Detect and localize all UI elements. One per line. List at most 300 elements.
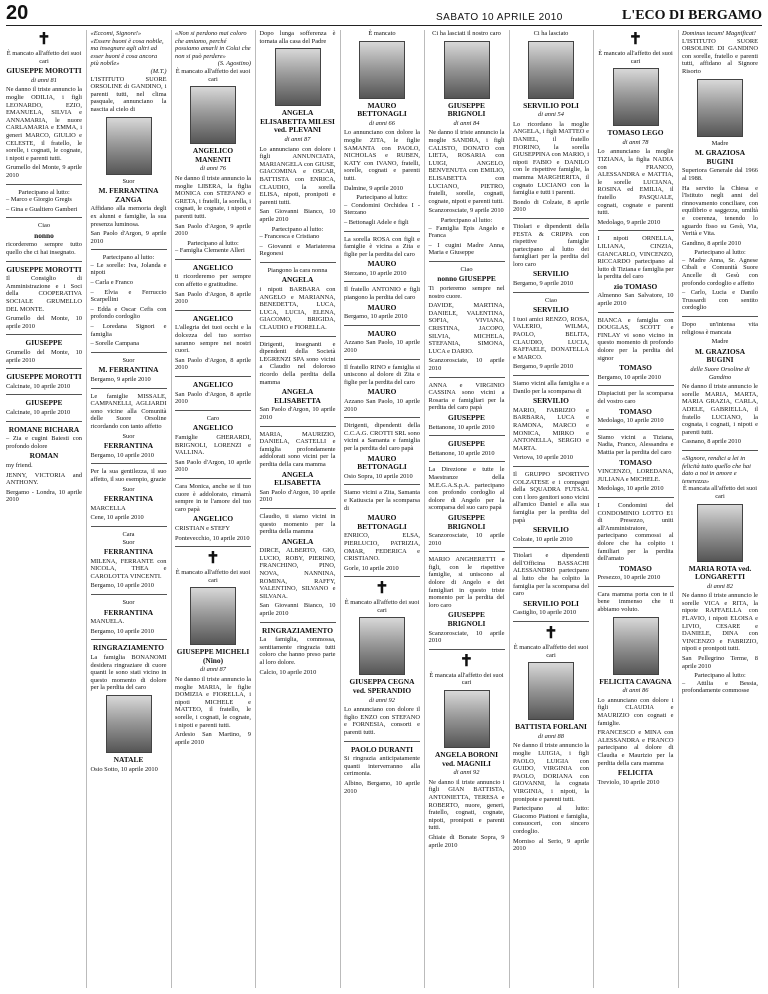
divider xyxy=(6,217,82,218)
deceased-name: MARIA ROTA ved. LONGARETTI xyxy=(688,563,752,582)
cross-icon: ✝ xyxy=(459,652,474,670)
portrait-photo xyxy=(275,48,321,106)
deceased-subtitle: di anni 66 xyxy=(369,119,395,127)
notice-text: Cene, 10 aprile 2010 xyxy=(90,514,144,522)
notice-text: Medolago, 10 aprile 2010 xyxy=(597,485,664,493)
obituary-column xyxy=(429,30,505,851)
notice-caption: Piangono la cara nonna xyxy=(267,266,328,274)
notice-caption: Caro xyxy=(206,414,220,422)
divider xyxy=(598,586,674,587)
divider xyxy=(598,230,674,231)
deceased-name: M. FERRANTINA xyxy=(98,365,159,375)
deceased-name: TOMASO xyxy=(619,457,652,467)
divider xyxy=(513,621,589,622)
notice-text: Le famiglie MISSALE, CAMPANELLI, AGLIARDI sono vicine alla Comunità delle Suore Orsoline ricordando con tanto affetto xyxy=(90,392,167,430)
notice-caption: Suor xyxy=(122,356,135,364)
deceased-name: ANGELICO xyxy=(192,423,234,433)
deceased-name: GIUSEPPE MOROTTI xyxy=(6,264,82,274)
notice-caption: Suor xyxy=(122,599,135,607)
divider xyxy=(598,429,674,430)
deceased-name: GIUSEPPE BRIGNOLI xyxy=(447,100,486,119)
divider xyxy=(260,426,336,427)
notice-text: CRISTIAN e STEFY xyxy=(175,524,231,532)
notice-text: DAVIDE, MARTINA, DANIELE, VALENTINA, SOFIA, VIVIANA, CRISTINA, JACOPO, SILVIA, MICHELA, STEFANIA, SIMONA, LUCA e DARIO. xyxy=(428,302,505,355)
notice-text: San Paolo d'Argon, 10 aprile 2010 xyxy=(259,406,336,421)
deceased-name: FERRANTINA xyxy=(103,441,154,451)
column-separator xyxy=(255,30,256,988)
column-separator xyxy=(678,30,679,988)
notice-text: La sorella ROSA con figli e famiglie è vicina a Zita e figlie per la perdita del caro xyxy=(344,235,420,258)
notice-text: FRANCESCO e MINA con ALESSANDRA e FRANCO partecipano al dolore di Claudia e Maurizio per la perdita della cara mamma xyxy=(597,729,674,767)
notice-text: San Pellegrino Terme, 8 aprile 2010 xyxy=(682,655,758,670)
notice-text: Ardesio San Martino, 9 aprile 2010 xyxy=(175,731,251,746)
divider xyxy=(682,450,758,451)
obituary-column xyxy=(682,30,758,697)
obituary-column xyxy=(598,30,674,788)
notice-text: ANNA e VIRGINIO CASSINA sono vicini a Rosaria e famigliari per la perdita del caro papà xyxy=(428,381,505,412)
cross-icon: ✝ xyxy=(37,31,51,48)
notice-text: – Marco e Giorgio Gregis xyxy=(6,196,72,204)
notice-text: L'allegria dei tuoi occhi e la dolcezza del tuo sorriso saranno sempre nei nostri cuori. xyxy=(175,324,251,355)
deceased-name: SERVILIO xyxy=(533,525,569,535)
notice-text: Vertova, 10 aprile 2010 xyxy=(513,454,573,462)
notice-text: I tuoi amici RENZO, ROSA, VALERIO, WILMA, PAOLO, BELITA, CLAUDIO, LUCIA, RAFFAELE, DONATELLA e MARCO. xyxy=(513,315,589,361)
notice-text: Il GRUPPO SPORTIVO COLZATESE e i compagni della SQUADRA FUTSAL con i loro genitori sono vicini all'amico Daniel e alla sua famiglia per la perdita del papà xyxy=(513,470,589,524)
notice-text: Bergamo, 10 aprile 2010 xyxy=(90,451,154,459)
notice-text: San Paolo d'Argon, 9 aprile 2010 xyxy=(175,222,251,238)
notice-text: Si ringrazia anticipatamente quanti interverranno alla cerimonia. xyxy=(344,755,420,778)
notice-text: Dispiaciuti per la scomparsa del vostro caro xyxy=(597,390,674,405)
deceased-name: ROMANE BICHARA xyxy=(8,424,80,434)
divider xyxy=(175,478,251,479)
divider xyxy=(429,461,505,462)
notice-text: Il fratello RINO e famiglia si uniscono al dolore di Zita e figlie per la perdita del caro xyxy=(344,363,420,386)
notice-text: San Paolo d'Argon, 10 aprile 2010 xyxy=(175,458,251,474)
notice-caption: È mancato all'affetto dei suoi cari xyxy=(513,644,589,659)
notice-text: MARIO ANGHERETTI e figli, con le rispettive famiglie, si uniscono al dolore di Angelo e dei famigliari in questo triste momento per la perdita del loro caro xyxy=(428,556,505,609)
deceased-name: PAOLO DURANTI xyxy=(350,744,414,754)
deceased-name: GIUSEPPE xyxy=(448,439,485,449)
notice-text: my friend. xyxy=(6,461,33,469)
notice-text: Sterzano, 10 aprile 2010 xyxy=(344,269,407,277)
divider xyxy=(175,546,251,547)
divider xyxy=(6,421,82,422)
deceased-name: zio TOMASO xyxy=(613,281,658,291)
quote-author: (S. Agostino) xyxy=(217,60,251,68)
portrait-photo xyxy=(359,617,405,675)
notice-text: Medolago, 9 aprile 2010 xyxy=(597,218,661,226)
divider xyxy=(260,508,336,509)
portrait-photo xyxy=(106,117,152,175)
notice-caption: Cara xyxy=(122,530,135,538)
notice-text: Ne danno il triste annuncio la moglie LUIGIA, i figli PAOLO, LUIGIA con GUIDO, VIRGINIA con PAOLO, DORIANA con GIOVANNI, la cognata VIRGINIA, i nipoti, la pronipote e parenti tutti. xyxy=(513,742,589,803)
divider xyxy=(260,262,336,263)
cross-icon: ✝ xyxy=(628,31,643,48)
divider xyxy=(6,394,82,395)
divider xyxy=(429,649,505,650)
deceased-name: ANGELA BORONI ved. MAGNILI xyxy=(434,750,499,768)
notice-text: – Gina e Gualtiero Gamberi xyxy=(6,205,78,213)
cross-icon: ✝ xyxy=(375,580,389,598)
deceased-subtitle: di anni 84 xyxy=(453,119,480,127)
divider xyxy=(598,312,674,313)
notice-text: Colzate, 10 aprile 2010 xyxy=(513,535,573,543)
deceased-name: GIUSEPPE BRIGNOLI xyxy=(447,512,486,531)
deceased-name: RINGRAZIAMENTO xyxy=(93,643,164,653)
column-separator xyxy=(509,30,510,988)
notice-text: Casnano, 8 aprile 2010 xyxy=(682,438,741,446)
divider xyxy=(175,410,251,411)
notice-text: – Francesca e Cristiano xyxy=(259,233,320,241)
notice-text: Scanzorosciate, 10 aprile 2010 xyxy=(428,357,505,372)
notice-caption: È mancata all'affetto dei suoi cari xyxy=(429,671,504,687)
deceased-subtitle: di anni 82 xyxy=(707,582,733,590)
notice-text: Presezzo, 10 aprile 2010 xyxy=(597,574,661,582)
notice-text: Ne danno il triste annuncio i figli GIAN BATTISTA, ANTONIETTA, TERESA e ROBERTO, nuore, generi, fratello, cognati, cognate, nipoti, pronipoti e parenti tutti. xyxy=(428,778,505,832)
notice-text: MANUELA. xyxy=(90,618,125,626)
deceased-name: SERVILIO xyxy=(533,396,569,406)
divider xyxy=(513,466,589,467)
portrait-photo xyxy=(697,79,743,137)
deceased-name: TOMASO xyxy=(619,363,652,373)
notice-text: Ne danno il triste annuncio le sorelle MARIA, MARTA, MARIA GRAZIA, CARLA, ADELE, GABRIELLA, il fratello LUCIANO, la cognata, i cognati, i nipoti e parenti tutti. xyxy=(682,383,758,436)
deceased-name: ANGELA ELISABETTA MILESI ved. PLEVANI xyxy=(260,108,335,135)
notice-caption: Partecipano al lutto: xyxy=(694,672,746,680)
portrait-photo xyxy=(697,504,743,562)
portrait-photo xyxy=(528,41,574,99)
deceased-name: M. FERRANTINA ZANGA xyxy=(98,186,159,204)
notice-text: – Famiglia Epis Angelo e Franca xyxy=(428,224,505,240)
divider xyxy=(429,435,505,436)
notice-text: Calcinate, 10 aprile 2010 xyxy=(6,382,71,390)
notice-text: Ha servito la Chiesa e l'Istituto negli anni del rinnovamento conciliare, con equilibrio e saggezza, umiltà e coerenza, tenendo lo sguardo fisso su Gesù, Via, Verità e Vita. xyxy=(682,184,758,238)
notice-text: La famiglia BONANOMI desidera ringraziare di cuore quanti le sono stati vicino in questo momento di dolore per la perdita del caro xyxy=(90,654,167,692)
notice-text: I nipoti ORNELLA, LILIANA, CINZIA, GIANCARLO, VINCENZO, RICCARDO partecipano al lutto di Tiziana e famiglia per la perdita del caro xyxy=(597,235,674,281)
notice-text: Bergamo, 10 aprile 2010 xyxy=(90,627,154,635)
divider xyxy=(344,417,420,418)
deceased-name: M. GRAZIOSA BUGINI xyxy=(694,148,746,166)
notice-caption: Partecipano al lutto: xyxy=(356,194,408,202)
divider xyxy=(91,526,167,527)
divider xyxy=(344,741,420,742)
divider xyxy=(175,310,251,311)
notice-text: San Paolo d'Argon, 8 aprile 2010 xyxy=(175,290,251,306)
deceased-name: TOMASO LEGO xyxy=(607,128,664,138)
deceased-name: MAURO BETTONAGLI xyxy=(357,453,407,472)
notice-caption: Madre xyxy=(711,139,729,147)
notice-text: Grumello del Monte, 10 aprile 2010 xyxy=(6,315,82,330)
deceased-name: ANGELA ELISABETTA xyxy=(274,387,321,405)
notice-caption: Ci ha lasciato xyxy=(533,30,569,37)
notice-text: MARIA, MAURIZIO, DANIELA, CASTELLI e famiglia profondamente addolorati sono vicini per la perdita della cara mamma xyxy=(259,430,336,468)
notice-text: Bergamo, 9 aprile 2010 xyxy=(513,280,574,288)
notice-text: Treviolo, 10 aprile 2010 xyxy=(597,778,660,786)
notice-text: Medolago, 10 aprile 2010 xyxy=(597,417,664,425)
divider xyxy=(344,231,420,232)
notice-text: Per la sua gentilezza, il suo affetto, il suo esempio, grazie xyxy=(90,468,167,483)
notice-text: – Edda e Oscar Cefis con profondo cordoglio xyxy=(90,305,167,321)
notice-text: Bergamo, 9 aprile 2010 xyxy=(513,363,574,371)
notice-caption: Ciao xyxy=(544,296,558,304)
notice-text: Bergamo, 10 aprile 2010 xyxy=(90,582,154,590)
notice-text: Ne danno il triste annuncio le sorelle VICA e RITA, la nipote RAFFAELLA con FLAVIO, i nipoti ELOISA e LIVIO, CESARE e DANIELE, DINA con VINCENZO e FABRIZIO, nipoti e pronipoti tutti. xyxy=(682,592,758,653)
divider xyxy=(6,184,82,185)
notice-caption: Partecipano al lutto: xyxy=(187,239,239,247)
notice-text: Bergamo, 10 aprile 2010 xyxy=(344,313,408,321)
notice-text: San Paolo d'Argon, 10 aprile 2010 xyxy=(259,488,336,504)
deceased-name: BATTISTA FORLANI xyxy=(515,722,587,732)
deceased-subtitle: di anni 54 xyxy=(538,111,564,119)
notice-text: Titolari e dipendenti della FESTA & CRIPPA con rispettive famiglie partecipano al lutto dei famigliari per la perdita del loro caro xyxy=(513,222,589,268)
deceased-name: RINGRAZIAMENTO xyxy=(262,625,333,635)
notice-text: Siamo vicini alla famiglia e a Danilo per la scomparsa di xyxy=(513,380,589,395)
portrait-photo xyxy=(190,587,236,645)
deceased-name: GIUSEPPE xyxy=(25,338,63,348)
deceased-name: FERRANTINA xyxy=(103,494,154,504)
deceased-name: FERRANTINA xyxy=(103,547,154,557)
notice-text: Affidano alla memoria degli ex alunni e famiglie, la sua presenza luminosa. xyxy=(90,205,167,228)
divider xyxy=(91,463,167,464)
notice-text: – Giovanni e Mariateresa Regonesi xyxy=(259,242,336,258)
portrait-photo xyxy=(613,68,659,126)
page-header xyxy=(6,4,762,26)
deceased-name: SERVILIO POLI xyxy=(523,598,579,608)
deceased-name: TOMASO xyxy=(619,563,652,573)
quote-text: Dominus tecum! Magnificat! xyxy=(682,30,756,37)
deceased-name: SERVILIO xyxy=(533,269,569,279)
divider xyxy=(598,385,674,386)
deceased-name: ANGELICO xyxy=(192,514,234,524)
portrait-photo xyxy=(106,695,152,753)
divider xyxy=(344,484,420,485)
notice-caption: Partecipano al lutto: xyxy=(102,254,155,262)
deceased-name: GIUSEPPE MOROTTI xyxy=(6,66,82,76)
deceased-subtitle: di anni 78 xyxy=(622,138,649,146)
notice-text: Bergamo - Londra, 10 aprile 2010 xyxy=(6,488,82,504)
notice-text: San Paolo d'Argon, 8 aprile 2010 xyxy=(175,356,251,372)
deceased-name: FELICITA CAVAGNA xyxy=(599,676,672,686)
deceased-name: MAURO xyxy=(367,302,397,312)
notice-text: Ne danno il triste annuncio la moglie MARIA, le figlie DOMIZIA e FIORELLA, i nipoti MICHELE e MATTEO, il fratello, le sorelle, i cognati, le cognate, i nipoti e parenti tutti. xyxy=(175,676,251,729)
notice-text: La Direzione e tutte le Maestranze della M.E.G.A.S.p.A. partecipano con profondo cordoglio al dolore di Angelo per la scomparsa del suo caro papà xyxy=(428,466,505,512)
notice-text: Osio Sopra, 10 aprile 2010 xyxy=(344,472,413,480)
notice-text: – Condomini Orchidea I - Sterzano xyxy=(344,201,420,217)
notice-text: Lo annunciano con dolore i figli ANNUNCIATA, MARIANGELA con GIUSE, GIACOMINA e OSCAR, BATTISTA con ENRICA, CLAUDIO, la sorella ELISA, nipoti, pronipoti e parenti tutti. xyxy=(259,145,336,206)
divider xyxy=(513,375,589,376)
divider xyxy=(344,325,420,326)
notice-text: Gorle, 10 aprile 2010 xyxy=(344,564,399,572)
notice-caption: Partecipano al lutto: xyxy=(440,216,493,224)
notice-text: Pontevecchio, 10 aprile 2010 xyxy=(175,534,250,542)
divider xyxy=(260,622,336,623)
notice-text: Ghiaie di Bonate Sopra, 9 aprile 2010 xyxy=(428,833,505,849)
deceased-subtitle: delle Suore Orsoline di Gandino xyxy=(690,366,750,381)
deceased-subtitle: di anni 92 xyxy=(453,769,480,777)
deceased-name: nonno xyxy=(34,230,54,240)
deceased-subtitle: di anni 87 xyxy=(284,135,311,143)
divider xyxy=(175,376,251,377)
obituary-column xyxy=(175,30,251,748)
notice-text: Dirigenti, insegnanti e dipendenti della Società LEGRENZI SPA sono vicini a Claudio nel doloroso ricordo della perdita della mamma xyxy=(259,340,336,386)
notice-text: Castiglio, 10 aprile 2010 xyxy=(513,609,577,617)
divider xyxy=(91,639,167,640)
notice-text: Almenno San Salvatore, 10 aprile 2010 xyxy=(597,292,674,308)
notice-text: – Loredana Signori e famiglia xyxy=(90,323,167,338)
deceased-name: NATALE xyxy=(113,755,144,764)
notice-text: Titolari e dipendenti dell'Officina BASSACHI ALESSANDRO partecipano al lutto che ha colpito la famiglia per la scomparsa del caro xyxy=(513,552,589,598)
notice-text: Azzano San Paolo, 10 aprile 2010 xyxy=(344,398,420,413)
deceased-name: ANGELICO xyxy=(192,313,234,323)
deceased-name: ANGELA ELISABETTA xyxy=(274,469,321,488)
obituary-column xyxy=(6,30,82,506)
notice-text: Dopo lunga sofferenza è tornata alla casa del Padre xyxy=(259,30,336,45)
deceased-name: GIUSEPPA CEGNA ved. SPERANDIO xyxy=(349,677,415,696)
divider xyxy=(6,334,82,335)
deceased-name: FERRANTINA xyxy=(103,607,154,617)
deceased-name: MAURO BETTONAGLI xyxy=(357,100,407,119)
deceased-subtitle: di anni 87 xyxy=(200,666,226,674)
portrait-photo xyxy=(613,617,659,675)
notice-text: Albino, Bergamo, 10 aprile 2010 xyxy=(344,780,420,795)
notice-caption: È mancato all'affetto dei suoi cari xyxy=(344,599,420,614)
notice-text: – I cugini Madre Anna, Maria e Giuseppe xyxy=(428,241,505,257)
portrait-photo xyxy=(444,41,490,99)
divider xyxy=(344,359,420,360)
notice-text: Grumello del Monte, 10 aprile 2010 xyxy=(6,349,82,364)
notice-text: ricorderemo sempre tutto quello che ci hai insegnato. xyxy=(6,241,82,257)
deceased-name: MAURO xyxy=(367,387,397,397)
column-separator xyxy=(340,30,341,988)
deceased-name: nonno GIUSEPPE xyxy=(437,274,496,284)
deceased-name: GIUSEPPE xyxy=(448,412,485,422)
notice-text: Scanzorosciate, 9 aprile 2010 xyxy=(428,207,504,215)
deceased-name: M. GRAZIOSA BUGINI xyxy=(694,346,746,365)
quote-text: «Non si perdono mai coloro che amiamo, perché possiamo amarli in Colui che non si può perdere» xyxy=(175,30,251,60)
notice-text: Gandino, 8 aprile 2010 xyxy=(682,239,741,247)
divider xyxy=(513,292,589,293)
portrait-photo xyxy=(359,41,405,99)
deceased-name: MAURO xyxy=(367,328,397,338)
deceased-name: MAURO xyxy=(367,259,397,269)
deceased-name: GIUSEPPE BRIGNOLI xyxy=(447,610,486,629)
notice-caption: Ciao xyxy=(460,265,473,273)
notice-text: L'ISTITUTO SUORE ORSOLINE di GANDINO, i parenti tutti, nel clima pasquale, annunciano la nascita al cielo di xyxy=(90,75,167,113)
notice-text: JENNY, VICTORIA and ANTHONY. xyxy=(6,471,82,487)
notice-text: Ne danno il triste annuncio la moglie LIBERA, la figlia MONICA con STEFANO e GRETA, i fratelli, la sorella, i cognati, le cognate, i nipoti e parenti tutti. xyxy=(175,174,251,220)
notice-text: Famiglie GHERARDI, BRIGNOLI, LORENZI e VALLINA. xyxy=(175,433,251,457)
notice-text: – Madre Anna, Sr. Agnese Cibali e Comunità Suore Ancelle di Gesù con profondo cordoglio e affetto xyxy=(682,256,758,287)
notice-caption: Suor xyxy=(122,177,135,185)
notice-text: – Carla e Franco xyxy=(90,279,133,287)
divider xyxy=(513,218,589,219)
divider xyxy=(91,352,167,353)
notice-text: Osio Sotto, 10 aprile 2010 xyxy=(90,765,158,773)
notice-text: ENRICO, ELSA, PIERLUCIO, PATRIZIA, OMAR, FEDERICA e CRISTIANO. xyxy=(344,532,420,563)
notice-text: Azzano San Paolo, 10 aprile 2010 xyxy=(344,339,420,355)
divider xyxy=(175,259,251,260)
deceased-name: MAURO BETTONAGLI xyxy=(357,513,407,531)
divider xyxy=(91,249,167,250)
deceased-name: FELICITA xyxy=(617,768,654,778)
notice-text: Dalmine, 9 aprile 2010 xyxy=(344,184,403,192)
notice-caption: Ciao xyxy=(37,222,51,230)
quote-text: «Signore, rendici a lei in felicità tutto quello che hai dato a noi in amore e tenerezza» xyxy=(682,454,751,485)
column-separator xyxy=(171,30,172,988)
deceased-subtitle: di anni 86 xyxy=(622,687,649,695)
notice-text: San Paolo d'Argon, 8 aprile 2010 xyxy=(175,390,251,406)
notice-caption: È mancato all'affetto dei suoi cari xyxy=(175,569,251,584)
deceased-name: SERVILIO POLI xyxy=(523,100,579,110)
notice-caption: È mancato all'affetto dei suoi cari xyxy=(598,50,673,65)
notice-text: – Zia e cugini Baiesti con profondo dolore xyxy=(6,435,82,450)
notice-text: DIRCE, ALBERTO, GIO, LUCIO, ROBY, PIERINO, FRANCHINO, PINO, NOVA, NANNINA, ROMINA, RAFFY, VALENTINO, SILVANO e SILVANA. xyxy=(259,547,336,600)
notice-text: L'ISTITUTO SUORE ORSOLINE DI GANDINO con sorelle, fratello e parenti tutti, affidano al Signore Risorto xyxy=(682,37,758,75)
notice-text: Superiora Generale dal 1966 al 1988. xyxy=(682,167,758,182)
notice-text: I Condomini del CONDOMINIO LOTTO E1 di Presezzo, uniti all'Amministratore, partecipano commossi al dolore che ha colpito i familiari per la perdita dell'amato xyxy=(597,501,674,563)
deceased-name: GIUSEPPE MOROTTI xyxy=(6,372,82,382)
notice-text: La famiglia, commossa, sentitamente ringrazia tutti coloro che hanno preso parte al loro dolore. xyxy=(259,636,336,666)
deceased-subtitle: di anni 88 xyxy=(538,732,564,740)
quote-text: «Eccomi, Signore!» xyxy=(90,30,142,37)
divider xyxy=(91,594,167,595)
portrait-photo xyxy=(190,86,236,144)
notice-text: VINCENZO, LOREDANA, JULIANA e MICHELE. xyxy=(597,468,674,483)
obituary-column xyxy=(344,30,420,797)
deceased-name: ANGELA xyxy=(281,275,314,285)
notice-text: ti ricorderemo per sempre con affetto e gratitudine. xyxy=(175,273,251,289)
divider xyxy=(344,576,420,577)
quote-author: (M.T.) xyxy=(150,67,167,75)
deceased-name: GIUSEPPE xyxy=(25,398,63,408)
deceased-name: GIUSEPPE MICHELI (Nino) xyxy=(176,647,250,665)
notice-text: Calcio, 10 aprile 2010 xyxy=(259,668,317,676)
notice-text: Partecipano al lutto: Giacomo Piattoni e famiglia, consuoceri, con sincero cordoglio. xyxy=(513,805,589,835)
notice-text: Bettanone, 10 aprile 2010 xyxy=(428,423,495,431)
notice-text: Bergamo, 10 aprile 2010 xyxy=(597,373,661,381)
notice-text: San Giovanni Bianco, 10 aprile 2010 xyxy=(259,602,336,618)
obituary-column xyxy=(260,30,336,678)
divider xyxy=(6,261,82,262)
portrait-photo xyxy=(528,662,574,720)
newspaper-name: L'ECO DI BERGAMO xyxy=(621,8,762,23)
divider xyxy=(260,336,336,337)
notice-caption: Partecipano al lutto: xyxy=(18,188,70,196)
deceased-name: ANGELICO MANENTI xyxy=(192,146,234,164)
deceased-subtitle: di anni 76 xyxy=(200,165,226,173)
deceased-name: SERVILIO xyxy=(533,305,569,315)
notice-caption: Suor xyxy=(122,485,135,493)
notice-text: i nipoti BARBARA con ANGELO e MARIANNA, BENEDETTA, LUCA, LUCA, LUCIA, ELENA, GIACOMO, BRIGIDA, CLAUDIO e FIORELLA. xyxy=(259,286,336,332)
notice-caption: Partecipano al lutto: xyxy=(694,249,746,257)
notice-text: Scanzorosciate, 10 aprile 2010 xyxy=(428,629,505,645)
notice-text: Morniso al Serio, 9 aprile 2010 xyxy=(513,837,589,853)
notice-text: – Famiglia Clemente Alleri xyxy=(175,247,245,255)
column-separator xyxy=(593,30,594,988)
deceased-name: ANGELICO xyxy=(192,380,234,389)
notice-text: Dopo un'intensa vita religiosa è mancata xyxy=(682,321,758,336)
notice-text: Il fratello ANTONIO e figli piangono la perdita del caro xyxy=(344,286,420,302)
notice-text: MARIO, FABRIZIO e BARBARA, LUCA e RAMONA, MARCO e MONICA, MIRKO e ANTONELLA, SERGIO e MARTA. xyxy=(513,406,589,452)
notice-text: Lo annunciano con dolore la moglie ZITA, le figlie SAMANTA con PAOLO, NICHOLAS e RUBEN, KATY con IVANO, fratelli, sorelle, cognati e parenti tutti. xyxy=(344,129,420,182)
notice-text: Scanzorosciate, 10 aprile 2010 xyxy=(428,532,505,547)
notice-text: Claudio, ti siamo vicini in questo momento per la perdita della mamma xyxy=(259,512,336,536)
notice-text: MILENA, FERRANTE con NICOLA, THEA e CAROLOTTA VINCENTI. xyxy=(90,557,167,580)
page-date: SABATO 10 APRILE 2010 xyxy=(436,12,563,23)
divider xyxy=(91,388,167,389)
deceased-name: TOMASO xyxy=(619,406,652,416)
divider xyxy=(598,497,674,498)
notice-caption: È mancato all'affetto dei suoi cari xyxy=(6,50,82,65)
